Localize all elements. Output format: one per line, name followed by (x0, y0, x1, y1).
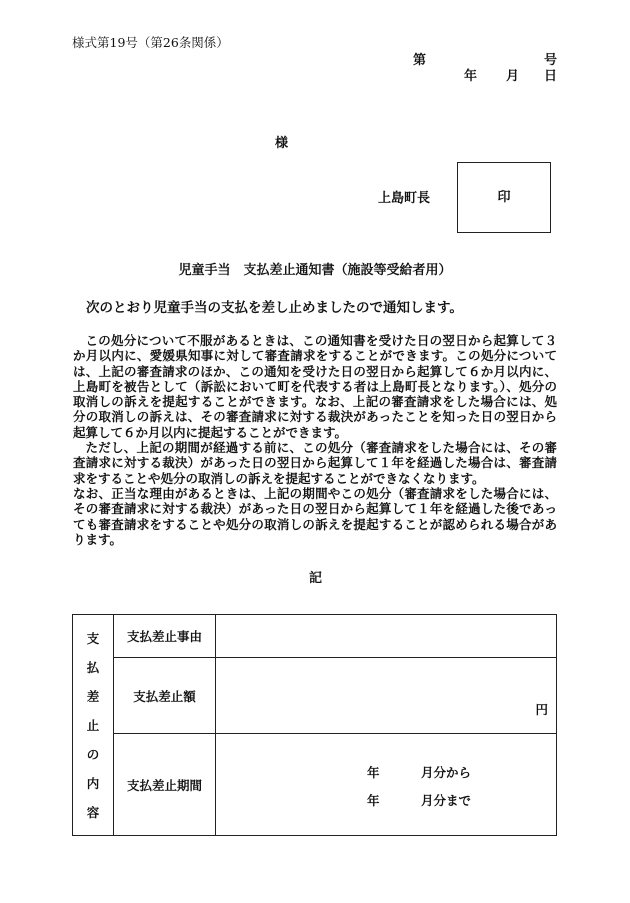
table-row (73, 734, 557, 836)
appeal-notice (73, 333, 557, 547)
period-to-year: 年 (367, 793, 380, 808)
recipient-suffix: 様 (275, 136, 289, 151)
side-label-char: 支 (86, 630, 100, 646)
document-number-suffix: 号 (544, 53, 558, 68)
yen-unit: 円 (535, 702, 548, 717)
period-to-month: 月分まで (421, 793, 472, 808)
issuer-name: 上島町長 (378, 191, 431, 206)
document-title: 児童手当 支払差止通知書（施設等受給者用） (178, 263, 452, 278)
notice-paragraph-3: なお、正当な理由があるときは、上記の期間やこの処分（審査請求をした場合には、その審査請求に対する裁決）があった日の翌日から起算して１年を経過した後であっても審査請求をすることや処分の取消しの訴えを提起することが認められる場合があります。 (73, 485, 557, 547)
side-label-char: の (86, 746, 100, 762)
date-day-label: 日 (544, 69, 558, 84)
period-from-month: 月分から (421, 765, 472, 780)
side-label-char: 内 (86, 775, 100, 791)
reason-value (216, 615, 557, 658)
date-month-label: 月 (506, 69, 520, 84)
side-label-char: 容 (86, 804, 100, 820)
period-value (216, 734, 557, 836)
date-year-label: 年 (464, 69, 478, 84)
side-label-char: 止 (86, 717, 100, 733)
notice-paragraph-2: ただし、上記の期間が経過する前に、この処分（審査請求をした場合には、その審査請求に対する裁決）があった日の翌日から起算して１年を経過した場合は、審査請求をすることや処分の取消しの訴えを提起することができなくなります。 (73, 440, 557, 486)
table-row (73, 658, 557, 734)
side-label (73, 615, 114, 836)
lead-sentence: 次のとおり児童手当の支払を差し止めましたので通知します。 (86, 300, 463, 316)
form-number: 様式第19号（第26条関係） (72, 35, 229, 50)
details-table (72, 614, 557, 836)
table-row (73, 615, 557, 658)
period-from-year: 年 (367, 765, 380, 780)
notice-paragraph-1: この処分について不服があるときは、この通知書を受けた日の翌日から起算して３か月以内に、愛媛県知事に対して審査請求をすることができます。この処分については、上記の審査請求のほか、この通知を受けた日の翌日から起算して６か月以内に、上島町を被告として（訴訟において町を代表する者は上島町長となります。）、処分の取消しの訴えを提起することができます。なお、上記の審査請求をした場合には、処分の取消しの訴えは、その審査請求に対する裁決があったことを知った日の翌日から起算して６か月以内に提起することができます。 (73, 333, 557, 440)
side-label-char: 差 (86, 688, 100, 704)
period-label: 支払差止期間 (114, 734, 216, 836)
ki-marker: 記 (309, 571, 323, 586)
side-label-char: 払 (86, 659, 100, 675)
seal-mark: 印 (497, 190, 511, 205)
document-number-prefix: 第 (413, 53, 427, 68)
reason-label: 支払差止事由 (114, 615, 216, 658)
amount-value (216, 658, 557, 734)
seal-box (457, 162, 551, 233)
amount-label: 支払差止額 (114, 658, 216, 734)
